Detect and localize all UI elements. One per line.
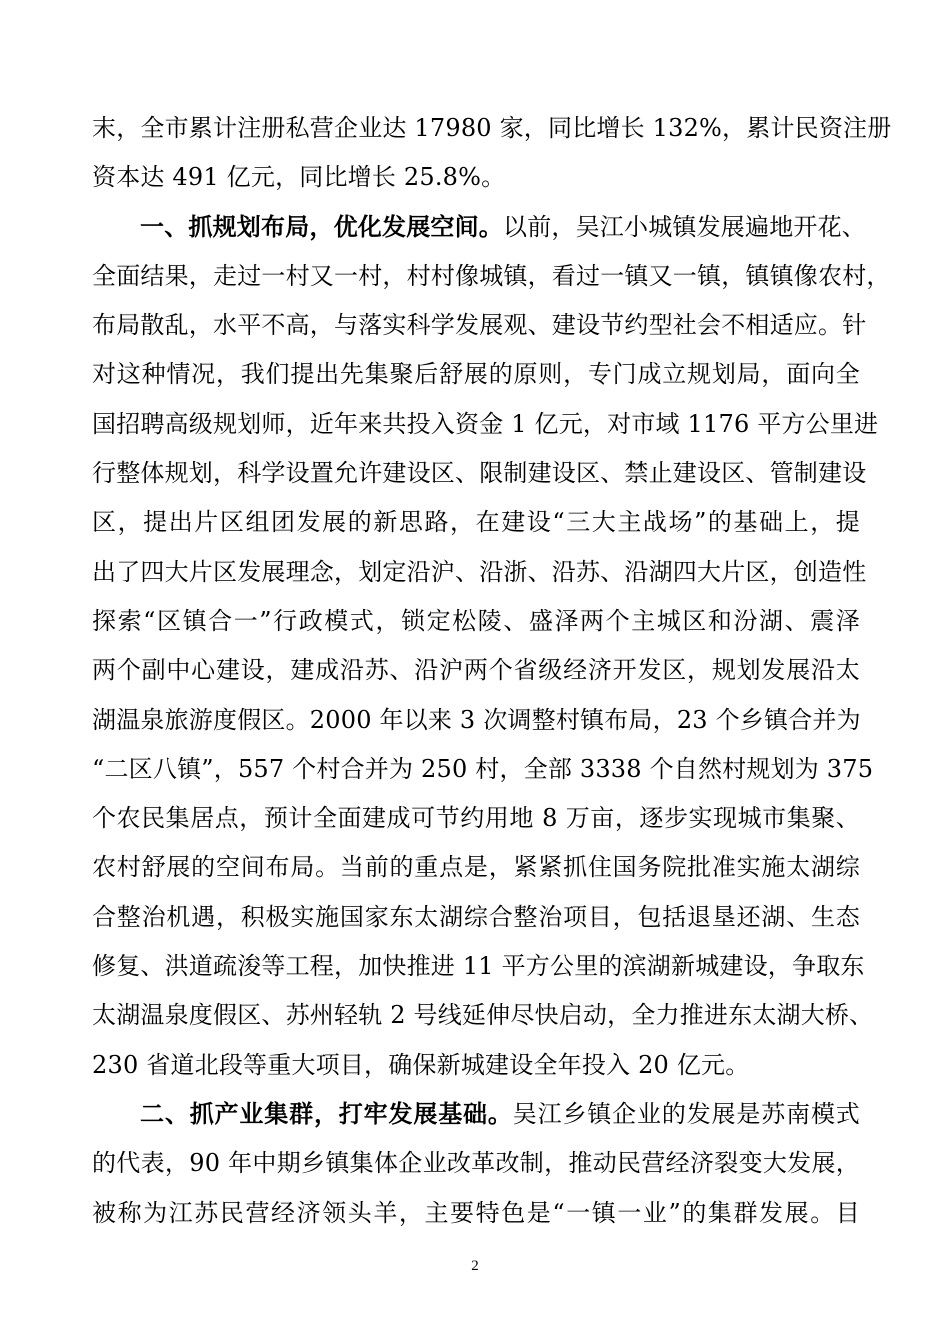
section-1-intro: 以前，吴江小城镇发展遍地开花、 <box>503 212 866 241</box>
text-line: 区，提出片区组团发展的新思路，在建设“三大主战场”的基础上，提 <box>92 508 860 537</box>
text-line: 探索“区镇合一”行政模式，锁定松陵、盛泽两个主城区和汾湖、震泽 <box>92 606 860 635</box>
text-line: 合整治机遇，积极实施国家东太湖综合整治项目，包括退垦还湖、生态 <box>92 902 860 931</box>
text-line: 两个副中心建设，建成沿苏、沿沪两个省级经济开发区，规划发展沿太 <box>92 656 860 685</box>
section-2-intro: 吴江乡镇企业的发展是苏南模式 <box>512 1099 860 1128</box>
text-line: 湖温泉旅游度假区。2000 年以来 3 次调整村镇布局，23 个乡镇合并为 <box>92 705 861 734</box>
text-line: 太湖温泉度假区、苏州轻轨 2 号线延伸尽快启动，全力推进东太湖大桥、 <box>92 1001 874 1030</box>
text-line: 全面结果，走过一村又一村，村村像城镇，看过一镇又一镇，镇镇像农村， <box>92 261 891 290</box>
text-line: 被称为江苏民营经济领头羊，主要特色是“一镇一业”的集群发展。目 <box>92 1198 860 1227</box>
text-line: 的代表，90 年中期乡镇集体企业改革改制，推动民营经济裂变大发展， <box>92 1149 860 1178</box>
text-line: 对这种情况，我们提出先集聚后舒展的原则，专门成立规划局，面向全 <box>92 360 860 389</box>
text-line: 出了四大片区发展理念，划定沿沪、沿浙、沿苏、沿湖四大片区，创造性 <box>92 557 867 586</box>
text-line: 修复、洪道疏浚等工程，加快推进 11 平方公里的滨湖新城建设，争取东 <box>92 952 865 981</box>
text-line: 个农民集居点，预计全面建成可节约用地 8 万亩，逐步实现城市集聚、 <box>92 804 860 833</box>
body-text <box>92 104 892 1238</box>
text-line: 230 省道北段等重大项目，确保新城建设全年投入 20 亿元。 <box>92 1050 750 1079</box>
text-line: 国招聘高级规划师，近年来共投入资金 1 亿元，对市域 1176 平方公里进 <box>92 409 879 438</box>
section-1-heading: 一、抓规划布局，优化发展空间。 <box>140 212 503 241</box>
text-line: 行整体规划，科学设置允许建设区、限制建设区、禁止建设区、管制建设 <box>92 459 867 488</box>
section-2-first-line <box>92 1090 860 1139</box>
section-1-first-line <box>92 203 866 252</box>
section-2-heading: 二、抓产业集群，打牢发展基础。 <box>140 1099 513 1128</box>
text-line: 末，全市累计注册私营企业达 17980 家，同比增长 132%，累计民资注册 <box>92 114 892 142</box>
text-line: “二区八镇”，557 个村合并为 250 村，全部 3338 个自然村规划为 375 <box>92 754 874 783</box>
page-number: 2 <box>471 1258 479 1274</box>
text-line: 农村舒展的空间布局。当前的重点是，紧紧抓住国务院批准实施太湖综 <box>92 853 860 882</box>
text-line: 布局散乱，水平不高，与落实科学发展观、建设节约型社会不相适应。针 <box>92 311 867 340</box>
text-line: 资本达 491 亿元，同比增长 25.8%。 <box>92 163 506 192</box>
